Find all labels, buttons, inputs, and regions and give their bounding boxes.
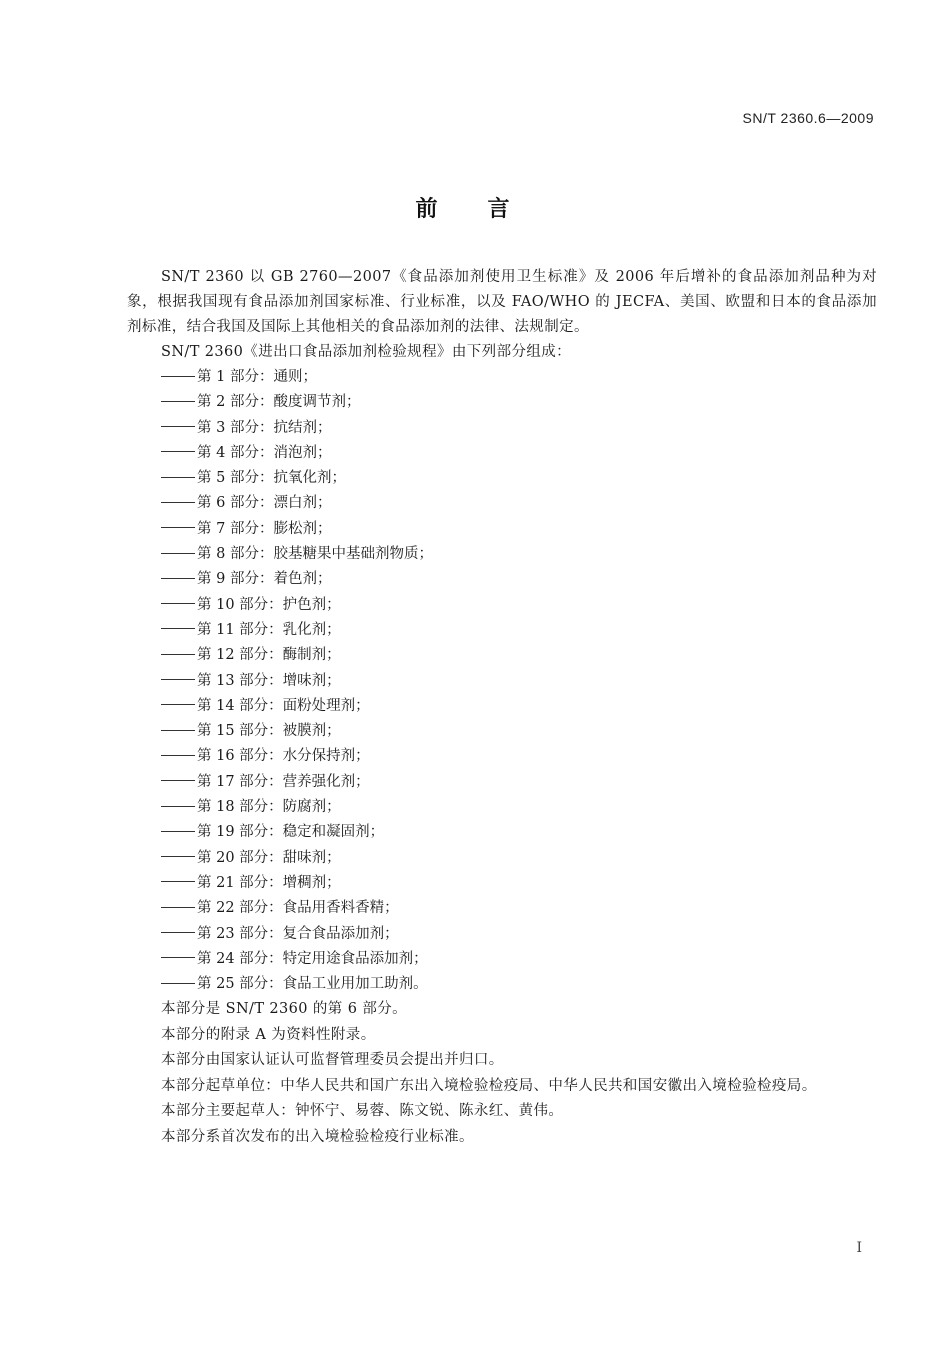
intro-paragraph: SN/T 2360 以 GB 2760—2007《食品添加剂使用卫生标准》及 2006 年后增补的食品添加剂品种为对象，根据我国现有食品添加剂国家标准、行业标准，以及 FAO/WHO 的 JECFA、美国、欧盟和日本的食品添加剂标准，结合我国及国际上其他相关的食品添加剂的法律、法规制定。 — [127, 269, 877, 335]
list-item — [127, 896, 877, 921]
part-label: 第 25 部分：食品工业用加工助剂。 — [197, 976, 428, 993]
list-item — [127, 922, 877, 947]
list-item — [127, 542, 877, 567]
em-dash — [161, 502, 195, 503]
em-dash — [161, 780, 195, 781]
part-label: 第 2 部分：酸度调节剂； — [197, 394, 361, 411]
part-label: 第 3 部分：抗结剂； — [197, 419, 332, 436]
drafters-statement: 本部分主要起草人：钟怀宁、易蓉、陈文锐、陈永红、黄伟。 — [161, 1103, 564, 1120]
drafting-units-statement: 本部分起草单位：中华人民共和国广东出入境检验检疫局、中华人民共和国安徽出入境检验检疫局。 — [161, 1077, 817, 1094]
proposer-statement: 本部分由国家认证认可监督管理委员会提出并归口。 — [161, 1052, 504, 1069]
part-label: 第 13 部分：增味剂； — [197, 672, 341, 689]
em-dash — [161, 806, 195, 807]
em-dash — [161, 957, 195, 958]
part-label: 第 24 部分：特定用途食品添加剂； — [197, 950, 428, 967]
part-label: 第 16 部分：水分保持剂； — [197, 748, 370, 765]
em-dash — [161, 628, 195, 629]
em-dash — [161, 451, 195, 452]
part-label: 第 4 部分：消泡剂； — [197, 444, 332, 461]
list-item — [127, 744, 877, 769]
em-dash — [161, 578, 195, 579]
em-dash — [161, 603, 195, 604]
em-dash — [161, 983, 195, 984]
list-item — [127, 820, 877, 845]
list-item — [127, 441, 877, 466]
list-item — [127, 416, 877, 441]
part-number-statement: 本部分是 SN/T 2360 的第 6 部分。 — [161, 1001, 408, 1018]
part-label: 第 22 部分：食品用香料香精； — [197, 900, 399, 917]
list-item — [127, 390, 877, 415]
list-item — [127, 567, 877, 592]
part-label: 第 19 部分：稳定和凝固剂； — [197, 824, 385, 841]
list-item — [127, 517, 877, 542]
part-label: 第 9 部分：着色剂； — [197, 571, 332, 588]
part-label: 第 10 部分：护色剂； — [197, 596, 341, 613]
first-release-statement: 本部分系首次发布的出入境检验检疫行业标准。 — [161, 1128, 474, 1145]
em-dash — [161, 426, 195, 427]
page-title: 前言 — [415, 197, 560, 222]
list-item — [127, 618, 877, 643]
part-label: 第 6 部分：漂白剂； — [197, 495, 332, 512]
appendix-statement: 本部分的附录 A 为资料性附录。 — [161, 1026, 376, 1043]
em-dash — [161, 704, 195, 705]
part-label: 第 14 部分：面粉处理剂； — [197, 697, 370, 714]
em-dash — [161, 553, 195, 554]
part-label: 第 18 部分：防腐剂； — [197, 799, 341, 816]
part-label: 第 15 部分：被膜剂； — [197, 723, 341, 740]
part-label: 第 8 部分：胶基糖果中基础剂物质； — [197, 546, 433, 563]
em-dash — [161, 907, 195, 908]
part-label: 第 5 部分：抗氧化剂； — [197, 470, 346, 487]
list-item — [127, 593, 877, 618]
part-label: 第 17 部分：营养强化剂； — [197, 773, 370, 790]
page-number: I — [856, 1240, 862, 1256]
part-label: 第 21 部分：增稠剂； — [197, 874, 341, 891]
list-item — [127, 871, 877, 896]
em-dash — [161, 527, 195, 528]
list-item — [127, 795, 877, 820]
part-label: 第 1 部分：通则； — [197, 369, 317, 385]
em-dash — [161, 730, 195, 731]
list-item — [127, 466, 877, 491]
list-item — [127, 365, 877, 390]
list-item — [127, 719, 877, 744]
em-dash — [161, 654, 195, 655]
em-dash — [161, 856, 195, 857]
list-item — [127, 770, 877, 795]
part-label: 第 7 部分：膨松剂； — [197, 520, 332, 537]
em-dash — [161, 401, 195, 402]
standard-number: SN/T 2360.6—2009 — [742, 110, 874, 126]
part-label: 第 12 部分：酶制剂； — [197, 647, 341, 664]
em-dash — [161, 881, 195, 882]
em-dash — [161, 679, 195, 680]
em-dash — [161, 477, 195, 478]
part-label: 第 20 部分：甜味剂； — [197, 849, 341, 866]
part-label: 第 23 部分：复合食品添加剂； — [197, 925, 399, 942]
list-item — [127, 491, 877, 516]
em-dash — [161, 932, 195, 933]
part-label: 第 11 部分：乳化剂； — [197, 621, 341, 638]
parts-intro-paragraph: SN/T 2360《进出口食品添加剂检验规程》由下列部分组成： — [161, 344, 572, 360]
em-dash — [161, 755, 195, 756]
em-dash — [161, 831, 195, 832]
list-item — [127, 669, 877, 694]
list-item — [127, 846, 877, 871]
parts-list — [127, 365, 877, 997]
list-item — [127, 694, 877, 719]
document-body — [127, 265, 877, 1150]
list-item — [127, 947, 877, 972]
em-dash — [161, 376, 195, 377]
list-item — [127, 972, 877, 997]
list-item — [127, 643, 877, 668]
